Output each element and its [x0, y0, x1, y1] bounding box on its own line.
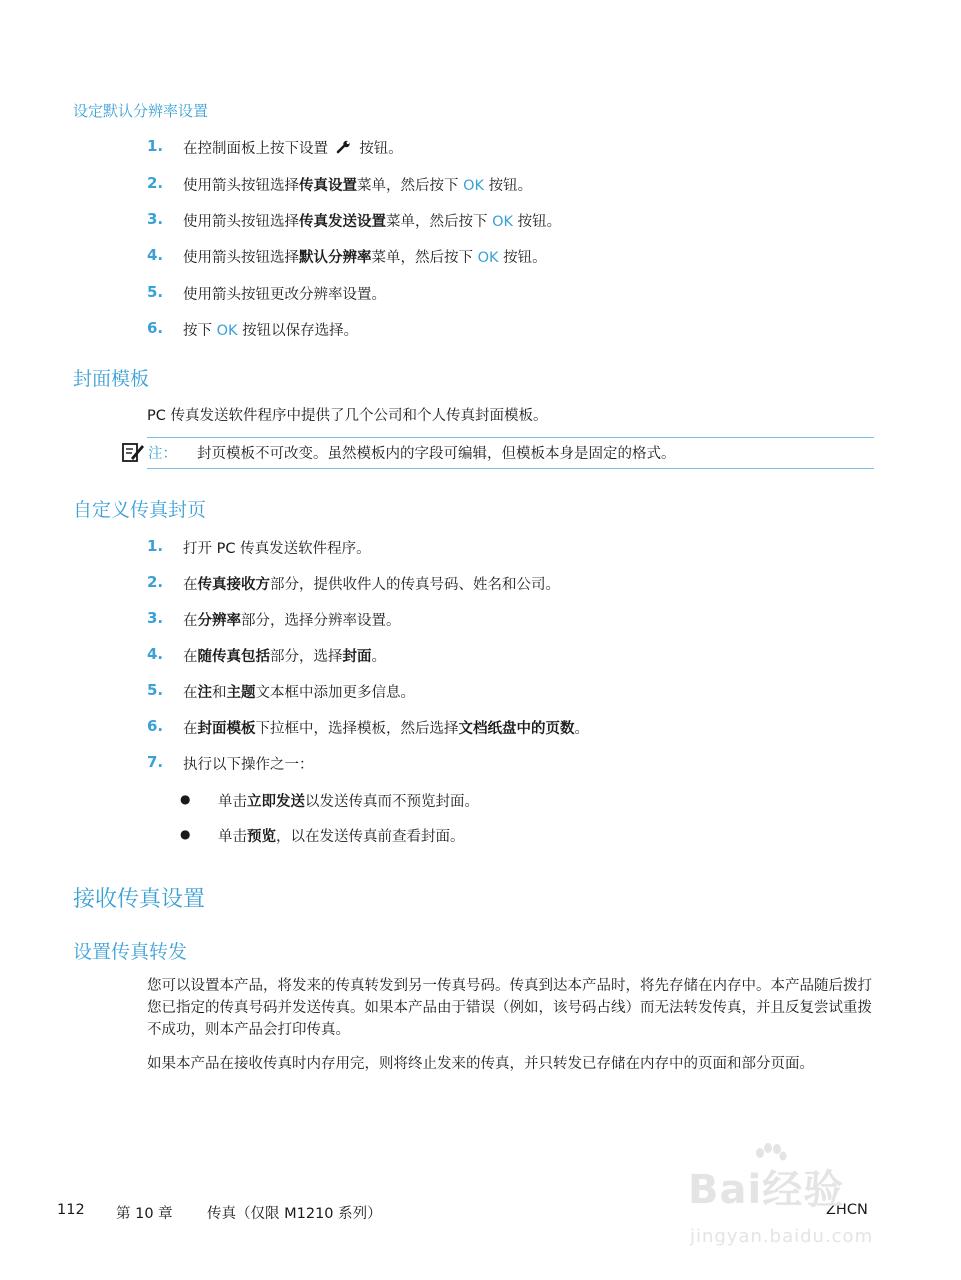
step-number: 4. [147, 246, 164, 264]
step-number: 3. [147, 609, 164, 627]
step-text [183, 573, 560, 594]
step-text-part: 部分，提供收件人的传真号码、姓名和公司。 [270, 577, 560, 593]
step-text-part: 。 [574, 721, 589, 737]
step-text [183, 246, 547, 267]
paragraph: 如果本产品在接收传真时内存用完，则将终止发来的传真，并只转发已存储在内存中的页面和部分页面。 [147, 1056, 814, 1072]
step-text-part: 在 [183, 577, 198, 593]
step-text-part: 菜单，然后按下 [357, 178, 459, 194]
step-text-part: 使用箭头按钮选择 [183, 214, 299, 230]
step-text-part: 部分，选择分辨率设置。 [241, 613, 401, 629]
step-text-part: 按下 [183, 323, 212, 339]
step-text [183, 210, 561, 231]
section-heading-fax-forwarding: 设置传真转发 [73, 941, 188, 963]
step-text [183, 609, 401, 630]
locale-code: ZHCN [826, 1202, 868, 1218]
menu-name: 默认分辨率 [299, 250, 372, 266]
step-number: 6. [147, 319, 164, 337]
step-text [183, 645, 386, 666]
menu-name: 传真设置 [299, 178, 357, 194]
step-text-part: 。 [371, 649, 386, 665]
bullet-dot: ● [180, 792, 191, 806]
bullet-dot: ● [180, 827, 191, 841]
field-name: 文档纸盘中的页数 [458, 721, 575, 737]
step-number: 3. [147, 210, 164, 228]
field-name: 主题 [226, 685, 256, 701]
step-text-part: 在 [183, 685, 198, 701]
step-text-part: 文本框中添加更多信息。 [255, 685, 415, 701]
step-text-part: 和 [212, 685, 227, 701]
step-number: 2. [147, 573, 164, 591]
note-bottom-rule [147, 468, 874, 469]
step-number: 5. [147, 283, 164, 301]
step-text [183, 717, 589, 738]
ok-key: OK [477, 250, 499, 266]
section-heading-custom-cover: 自定义传真封页 [73, 499, 207, 521]
step-number: 5. [147, 681, 164, 699]
step-text-part: 使用箭头按钮选择 [183, 250, 299, 266]
step-text-part: 菜单，然后按下 [386, 214, 488, 230]
ok-key: OK [492, 214, 514, 230]
field-name: 封面 [342, 649, 372, 665]
field-name: 封面模板 [197, 721, 256, 737]
step-text-part: 在 [183, 613, 198, 629]
step-text-part: 按钮。 [517, 214, 562, 230]
ok-key: OK [463, 178, 485, 194]
step-number: 2. [147, 174, 164, 192]
step-text-part: 部分，选择 [270, 649, 343, 665]
step-text [183, 137, 403, 158]
note-label: 注： [148, 446, 177, 462]
note-top-rule [147, 437, 874, 438]
step-text: 打开 PC 传真发送软件程序。 [183, 541, 371, 557]
section-heading-default-resolution: 设定默认分辨率设置 [73, 102, 209, 120]
step-text-part: 单击 [218, 829, 247, 845]
chapter-label: 第 10 章 [116, 1206, 173, 1222]
page-number: 112 [57, 1202, 85, 1218]
paragraph: PC 传真发送软件程序中提供了几个公司和个人传真封面模板。 [147, 408, 548, 424]
step-text-part: 以发送传真而不预览封面。 [305, 794, 479, 810]
step-text-part: 按钮。 [488, 178, 533, 194]
field-name: 注 [197, 685, 212, 701]
step-number: 6. [147, 717, 164, 735]
step-text-part: 单击 [218, 794, 247, 810]
field-name: 随传真包括 [197, 649, 270, 665]
note-text: 封页模板不可改变。虽然模板内的字段可编辑，但模板本身是固定的格式。 [197, 446, 676, 462]
bullet-text [218, 825, 465, 846]
step-text-part: 按钮。 [503, 250, 547, 266]
field-name: 传真接收方 [197, 577, 270, 593]
menu-name: 传真发送设置 [299, 214, 386, 230]
section-heading-receive-settings: 接收传真设置 [73, 887, 206, 912]
step-number: 1. [147, 537, 164, 555]
step-text-part: 在 [183, 649, 198, 665]
step-text: 使用箭头按钮更改分辨率设置。 [183, 287, 386, 303]
chapter-title: 传真（仅限 M1210 系列） [207, 1206, 382, 1222]
paragraph: 您可以设置本产品，将发来的传真转发到另一传真号码。传真到达本产品时，将先存储在内存中。本产品随后拨打您已指定的传真号码并发送传真。如果本产品由于错误（例如，该号码占线）而无法转发传真，并且反复尝试重拨不成功，则本产品会打印传真。 [147, 978, 872, 1038]
bullet-text [218, 790, 479, 811]
field-name: 分辨率 [197, 613, 241, 629]
step-text [183, 174, 532, 195]
step-number: 7. [147, 753, 164, 771]
button-name: 立即发送 [247, 794, 305, 810]
watermark-brand: Bai经验 [688, 1167, 845, 1213]
step-number: 1. [147, 137, 164, 155]
step-text-part: 菜单，然后按下 [371, 250, 473, 266]
step-text: 执行以下操作之一： [183, 757, 314, 773]
step-text-part: 在控制面板上按下设置 [183, 141, 328, 157]
step-text-part: 在 [183, 721, 198, 737]
ok-key: OK [216, 323, 238, 339]
step-text-part: 按钮以保存选择。 [242, 323, 359, 339]
button-name: 预览 [247, 829, 276, 845]
step-text [183, 319, 358, 340]
step-text-part: 下拉框中，选择模板，然后选择 [255, 721, 459, 737]
section-heading-cover-templates: 封面模板 [73, 368, 150, 390]
watermark-url: jingyan.baidu.com [690, 1226, 874, 1247]
step-text-part: 按钮。 [359, 141, 403, 157]
step-number: 4. [147, 645, 164, 663]
step-text-part: 使用箭头按钮选择 [183, 178, 299, 194]
wrench-icon [336, 140, 352, 154]
paw-icon [752, 1143, 788, 1173]
step-text-part: ，以在发送传真前查看封面。 [276, 829, 465, 845]
step-text [183, 681, 415, 702]
note-icon [121, 440, 145, 464]
